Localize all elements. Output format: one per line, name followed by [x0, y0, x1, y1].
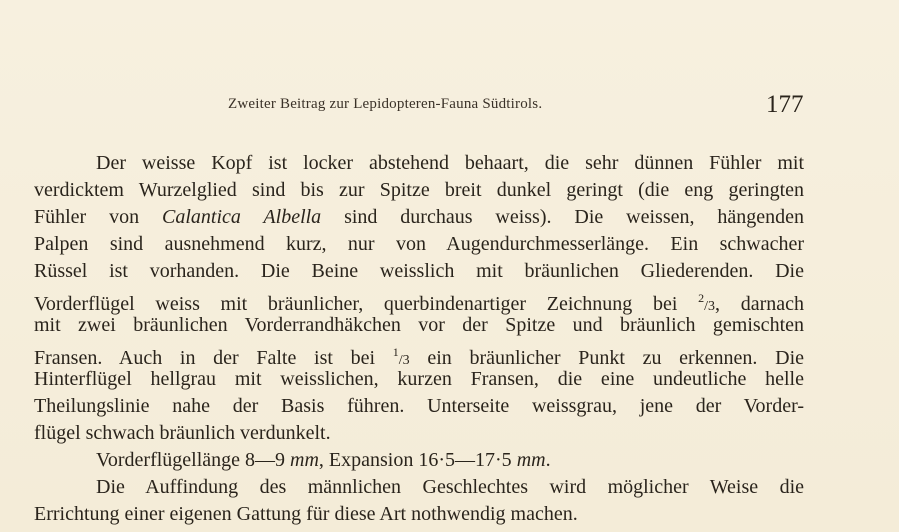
- body-text: [34, 150, 804, 528]
- text-line: Hinterflügel hellgrau mit weisslichen, kurzen Fransen, die eine undeutliche helle: [34, 368, 804, 390]
- text-segment: .: [545, 449, 551, 471]
- fraction-denominator: /3: [704, 299, 715, 314]
- text-line: verdicktem Wurzelglied sind bis zur Spitze breit dunkel geringt (die eng geringten: [34, 179, 804, 201]
- fraction-numerator: 2: [698, 291, 705, 305]
- text-segment: Fransen. Auch in der Falte ist bei: [34, 347, 393, 369]
- running-title: Zweiter Beitrag zur Lepidopteren-Fauna Südtirols.: [228, 96, 543, 112]
- text-line: [34, 285, 804, 315]
- text-line: Palpen sind ausnehmend kurz, nur von Augendurchmesserlänge. Ein schwacher: [34, 233, 804, 255]
- fraction-numerator: 1: [392, 345, 399, 359]
- text-line: Theilungslinie nahe der Basis führen. Unterseite weissgrau, jene der Vorder-: [34, 395, 804, 417]
- text-line: Die Auffindung des männlichen Geschlechtes wird möglicher Weise die: [96, 476, 804, 498]
- text-segment: Fühler von: [34, 206, 162, 228]
- unit: mm: [516, 449, 546, 471]
- text-line: Rüssel ist vorhanden. Die Beine weisslich mit bräunlichen Gliederenden. Die: [34, 260, 804, 282]
- species-name: Calantica Albella: [162, 206, 322, 228]
- text-line: [34, 339, 804, 369]
- measurement-line: [34, 447, 804, 474]
- text-segment: , darnach: [715, 293, 804, 315]
- text-line: flügel schwach bräunlich verdunkelt.: [34, 422, 331, 444]
- unit: mm: [290, 449, 319, 471]
- text-line: mit zwei bräunlichen Vorderrandhäkchen vor der Spitze und bräunlich gemischten: [34, 314, 804, 336]
- text-line: Errichtung einer eigenen Gattung für diese Art nothwendig machen.: [34, 503, 578, 525]
- text-line: [34, 204, 804, 231]
- page-number: 177: [766, 91, 804, 118]
- text-segment: ein bräunlicher Punkt zu erkennen. Die: [409, 347, 804, 369]
- text-segment: , Expansion 16·5—17·5: [318, 449, 517, 471]
- text-segment: Vorderflügel weiss mit bräunlicher, querbindenartiger Zeichnung bei: [34, 293, 699, 315]
- text-line: Der weisse Kopf ist locker abstehend behaart, die sehr dünnen Fühler mit: [96, 152, 804, 174]
- fraction-denominator: /3: [398, 353, 410, 368]
- text-segment: sind durchaus weiss). Die weissen, hängenden: [321, 206, 804, 228]
- text-segment: Vorderflügellänge 8—9: [96, 449, 291, 471]
